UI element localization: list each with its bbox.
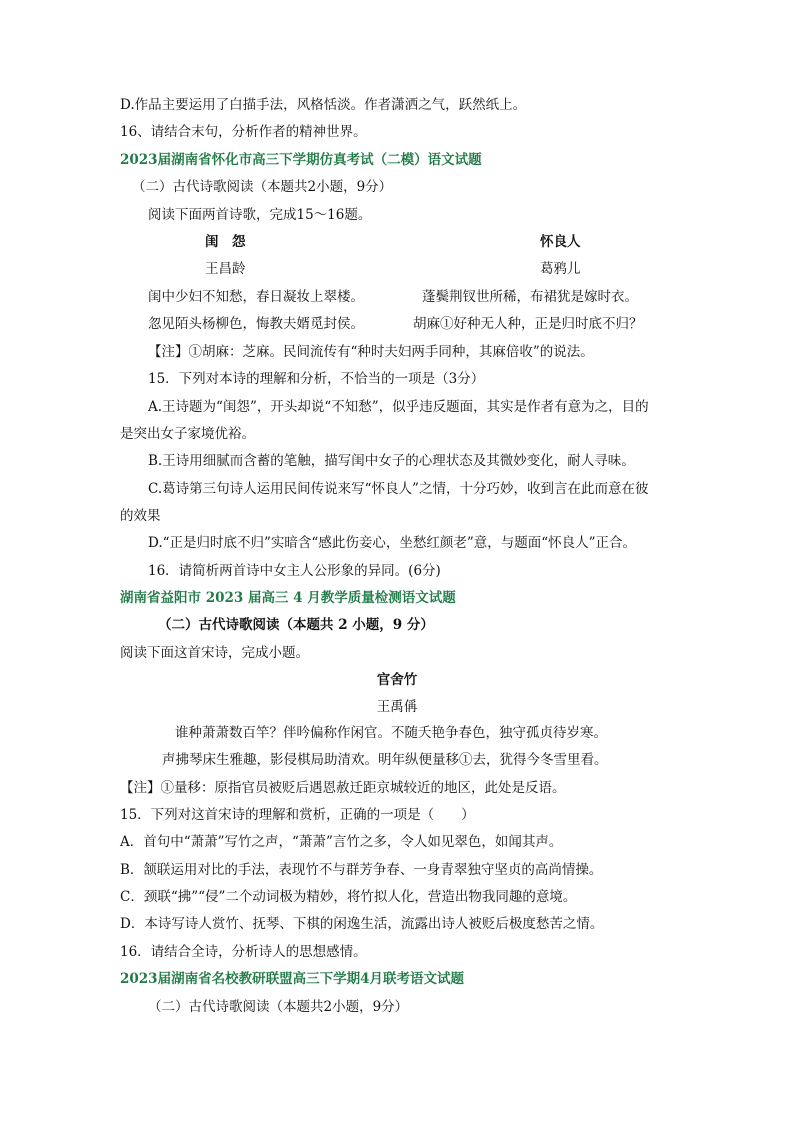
poem2-text-line2: 声拂琴床生雅趣，影侵棋局助清欢。明年纵便量移①去，犹得今冬雪里看。 (162, 752, 608, 768)
poem1-line1: 闺中少妇不知愁，春日凝妆上翠楼。 (148, 289, 364, 305)
question-16: 16、请结合末句，分析作者的精神世界。 (120, 124, 367, 140)
poem-author-2: 王禹偁 (376, 699, 418, 715)
part-title-3: （二）古代诗歌阅读（本题共2小题，9分） (148, 999, 409, 1015)
option-b-2q: B．颔联运用对比的手法，表现竹不与群芳争春、一身青翠独守坚贞的高尚情操。 (120, 862, 603, 878)
poem2-line2: 胡麻①好种无人种，正是归时底不归？ (413, 316, 643, 332)
option-a-2: 是突出女子家境优裕。 (120, 426, 255, 442)
poem2-title: 怀良人 (540, 234, 581, 250)
question-15-1: 15．下列对本诗的理解和分析，不恰当的一项是（3分） (148, 371, 485, 387)
section-heading-3: 2023届湖南省名校教研联盟高三下学期4月联考语文试题 (120, 971, 464, 987)
poem2-text-line1: 谁种萧萧数百竿？伴吟偏称作闲官。不随夭艳争春色，独守孤贞待岁寒。 (175, 725, 607, 741)
option-b: B.王诗用细腻而含蓄的笔触，描写闺中女子的心理状态及其微妙变化，耐人寻味。 (148, 453, 635, 469)
question-16-2: 16．请结合全诗，分析诗人的思想感情。 (120, 944, 367, 960)
section-heading-2: 湖南省益阳市 2023 届高三 4 月教学质量检测语文试题 (120, 590, 456, 606)
option-d-1: D.“正是归时底不归”实暗含“感此伤妾心，坐愁红颜老”意，与题面“怀良人”正合。 (148, 535, 637, 551)
part-title-1: （二）古代诗歌阅读（本题共2小题，9分） (132, 179, 393, 195)
instruction-2: 阅读下面这首宋诗，完成小题。 (120, 645, 309, 661)
instruction-1: 阅读下面两首诗歌，完成15～16题。 (148, 207, 372, 223)
note-2: 【注】①量移：原指官员被贬后遇恩赦迁距京城较近的地区，此处是反语。 (120, 780, 566, 796)
option-a-1: A.王诗题为“闺怨”，开头却说“不知愁”，似乎违反题面，其实是作者有意为之，目的 (148, 399, 649, 415)
poem1-line2: 忽见陌头杨柳色，悔教夫婿觅封侯。 (148, 316, 364, 332)
section-heading-1: 2023届湖南省怀化市高三下学期仿真考试（二模）语文试题 (120, 152, 482, 168)
option-d: D.作品主要运用了白描手法，风格恬淡。作者潇洒之气，跃然纸上。 (120, 97, 527, 113)
option-d-2q: D．本诗写诗人赏竹、抚琴、下棋的闲逸生活，流露出诗人被贬后极度愁苦之情。 (120, 916, 604, 932)
question-15-2: 15．下列对这首宋诗的理解和赏析，正确的一项是（ ） (120, 807, 475, 823)
option-c-2: 的效果 (120, 508, 161, 524)
poem2-author: 葛鸦儿 (540, 261, 581, 277)
option-a-2q: A．首句中“萧萧”写竹之声，“萧萧”言竹之多，令人如见翠色，如闻其声。 (120, 834, 563, 850)
option-c-1: C.葛诗第三句诗人运用民间传说来写“怀良人”之情，十分巧妙，收到言在此而意在彼 (148, 481, 649, 497)
option-c-2q: C．颈联“拂”“侵”二个动词极为精妙，将竹拟人化，营造出物我同趣的意境。 (120, 889, 577, 905)
part-title-2: （二）古代诗歌阅读（本题共 2 小题，9 分） (158, 617, 434, 633)
note-1: 【注】①胡麻：芝麻。民间流传有“种时夫妇两手同种，其麻倍收”的说法。 (148, 344, 594, 360)
poem1-title: 闺 怨 (205, 234, 246, 250)
poem-title-2: 官舍竹 (376, 672, 418, 688)
question-16-1: 16．请简析两首诗中女主人公形象的异同。(6分) (148, 563, 441, 579)
poem2-line1: 蓬鬓荆钗世所稀，布裙犹是嫁时衣。 (422, 289, 638, 305)
poem1-author: 王昌龄 (205, 261, 246, 277)
